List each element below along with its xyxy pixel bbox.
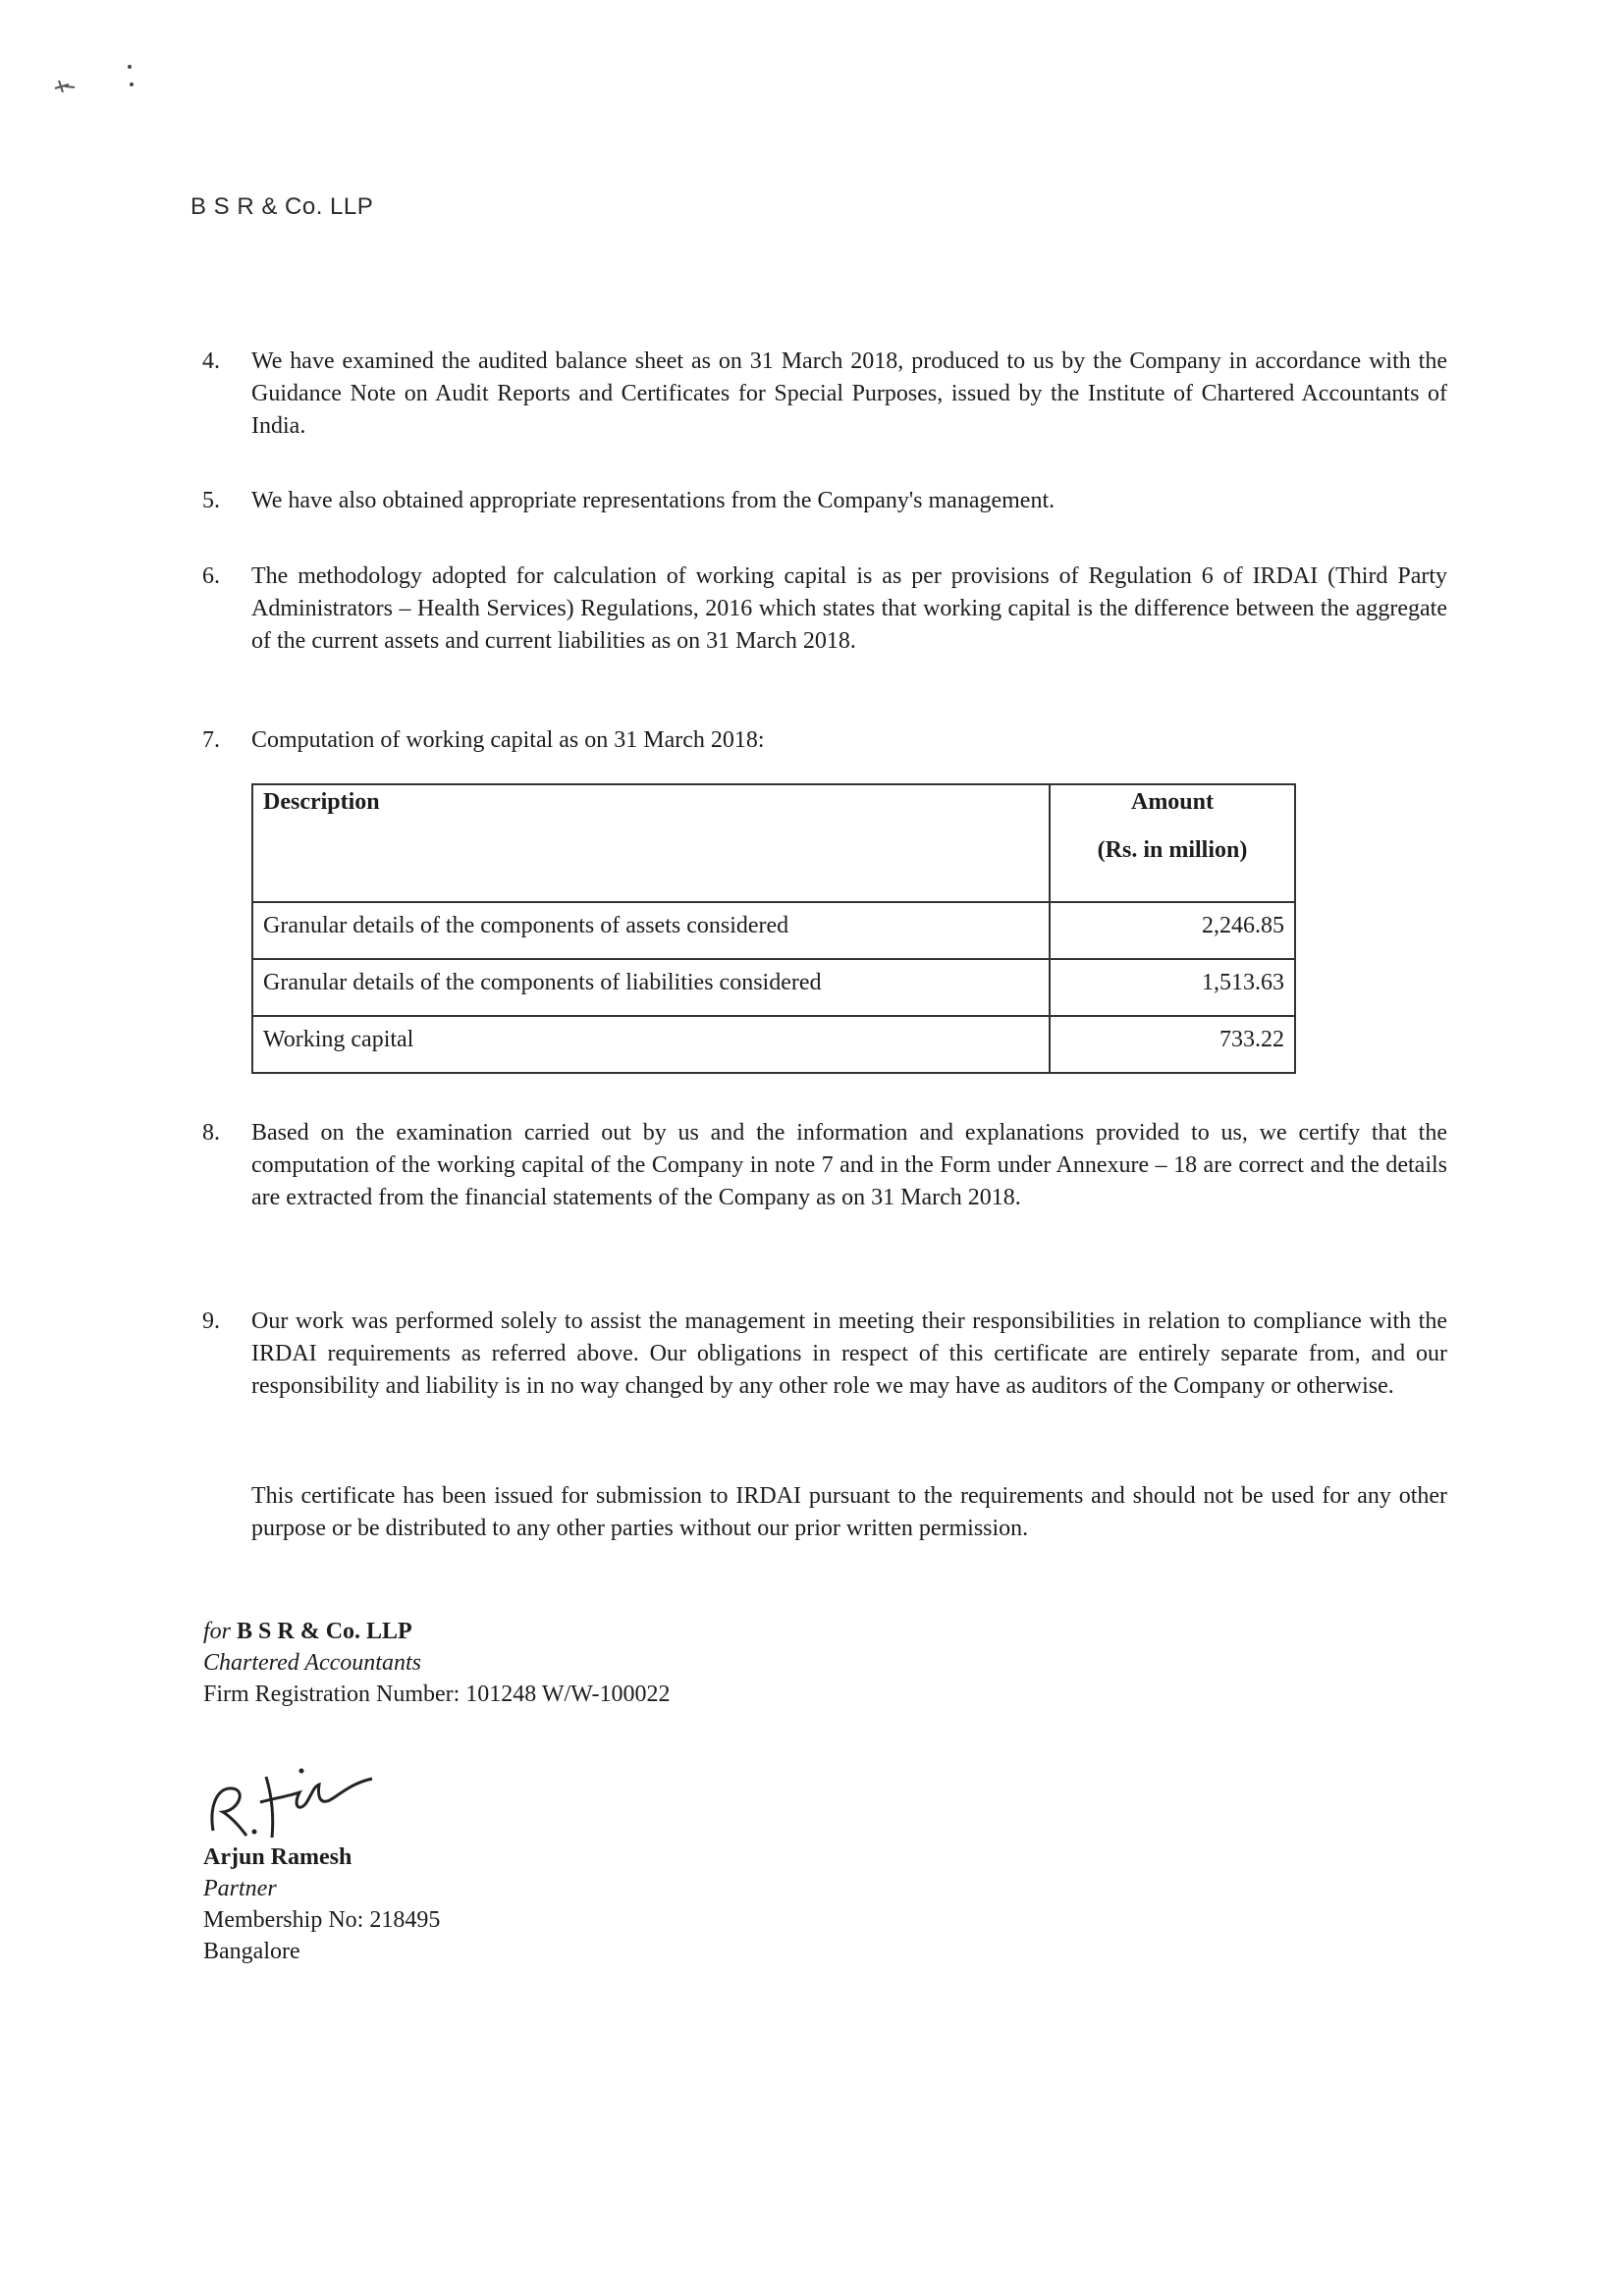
location: Bangalore <box>203 1939 300 1964</box>
paragraph-text: Computation of working capital as on 31 March 2018: <box>251 727 765 753</box>
amount-header-label: Amount <box>1130 789 1214 815</box>
table-row <box>252 1016 1295 1073</box>
membership-number: Membership No: 218495 <box>203 1907 441 1933</box>
closing-note: This certificate has been issued for submission to IRDAI pursuant to the requirements and should not be used for any other purpose or be distributed to any other parties without our prior written permission. <box>251 1483 1447 1541</box>
paragraph-number: 7. <box>202 727 220 753</box>
signature-block <box>203 1616 671 1710</box>
paragraph-7 <box>202 724 1447 757</box>
signatory-name: Arjun Ramesh <box>203 1844 352 1870</box>
paragraph-4 <box>202 346 1447 443</box>
paragraph-6 <box>202 561 1447 658</box>
paragraph-text: We have also obtained appropriate representations from the Company's management. <box>251 488 1056 513</box>
scan-mark-icon <box>51 63 149 102</box>
firm-name: B S R & Co. LLP <box>237 1619 412 1644</box>
paragraph-number: 4. <box>202 348 220 374</box>
paragraph-8 <box>202 1117 1447 1214</box>
row-amount: 2,246.85 <box>1050 902 1295 959</box>
table-header-row <box>252 784 1295 902</box>
paragraph-9 <box>202 1306 1447 1403</box>
handwritten-signature-icon <box>203 1747 409 1845</box>
row-description: Granular details of the components of assets considered <box>252 902 1050 959</box>
signatory-role: Partner <box>203 1876 277 1901</box>
row-amount: 1,513.63 <box>1050 959 1295 1016</box>
paragraph-text: The methodology adopted for calculation of working capital is as per provisions of Regulation 6 of IRDAI (Third Party Administrators – Health Services) Regulations, 2016 which states that working capital is the difference between the aggregate of the current assets and current liabilities as on 31 March 2018. <box>251 563 1447 654</box>
signatory-block <box>203 1842 440 1967</box>
paragraph-number: 8. <box>202 1120 220 1146</box>
row-amount: 733.22 <box>1050 1016 1295 1073</box>
firm-header: B S R & Co. LLP <box>190 193 374 220</box>
paragraph-5 <box>202 485 1447 517</box>
row-description: Granular details of the components of liabilities considered <box>252 959 1050 1016</box>
paragraph-number: 9. <box>202 1308 220 1334</box>
amount-header <box>1050 784 1295 902</box>
for-prefix: for <box>203 1619 232 1644</box>
paragraph-text: We have examined the audited balance sheet as on 31 March 2018, produced to us by the Company in accordance with the Guidance Note on Audit Reports and Certificates for Special Purposes, issued by the Institute of Chartered Accountants of India. <box>251 348 1447 439</box>
amount-unit-label: (Rs. in million) <box>1097 837 1248 863</box>
registration-number: Firm Registration Number: 101248 W/W-100022 <box>203 1682 671 1707</box>
table-row <box>252 959 1295 1016</box>
designation: Chartered Accountants <box>203 1650 421 1676</box>
paragraph-number: 5. <box>202 488 220 513</box>
row-description: Working capital <box>252 1016 1050 1073</box>
paragraph-text: Based on the examination carried out by us and the information and explanations provided to us, we certify that the computation of the working capital of the Company in note 7 and in the Form under Annexure – 18 are correct and the details are extracted from the financial statements of the Company as on 31 March 2018. <box>251 1120 1447 1210</box>
paragraph-text: Our work was performed solely to assist the management in meeting their responsibilities in relation to compliance with the IRDAI requirements as referred above. Our obligations in respect of this certificate are entirely separate from, and our responsibility and liability is in no way changed by any other role we may have as auditors of the Company or otherwise. <box>251 1308 1447 1399</box>
paragraph-number: 6. <box>202 563 220 589</box>
description-header: Description <box>252 784 1050 902</box>
table-row <box>252 902 1295 959</box>
firm-line <box>203 1616 671 1647</box>
working-capital-table <box>251 783 1296 1074</box>
